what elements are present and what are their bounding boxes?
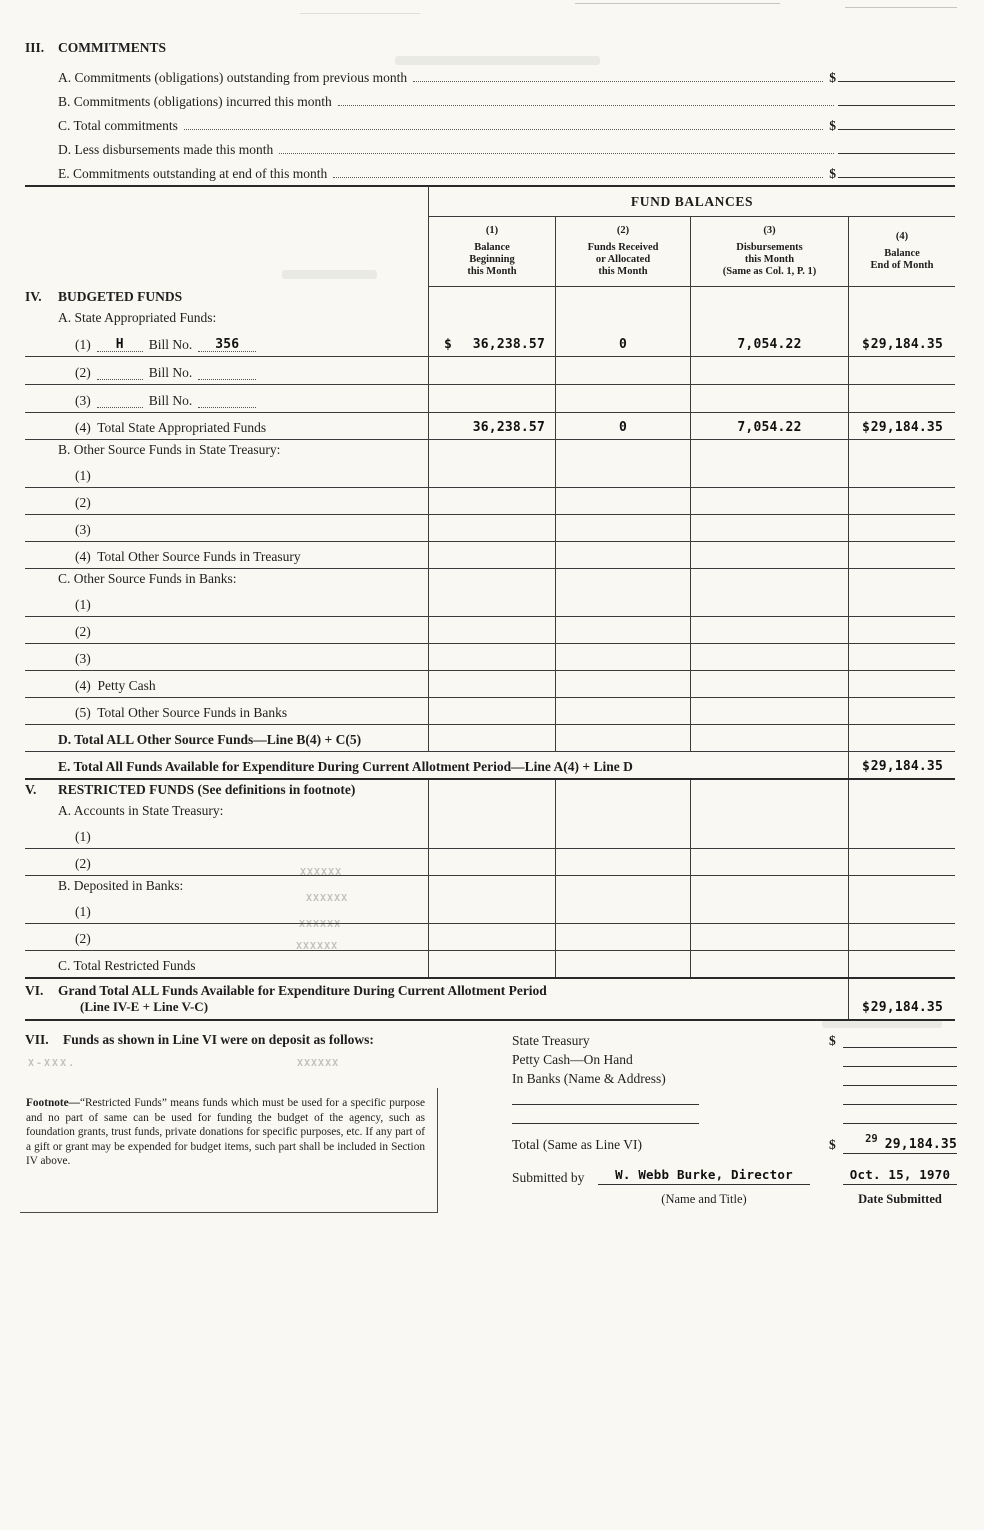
- bill-number-blank: [198, 407, 256, 408]
- column-number: (3): [763, 225, 776, 236]
- section-commitments: [25, 40, 955, 182]
- column-label-line: this Month: [598, 266, 648, 277]
- bill-letter-blank: [97, 407, 143, 408]
- row-label: (4) Total State Appropriated Funds: [75, 420, 267, 435]
- row-label: (3): [75, 522, 91, 537]
- table-cell: [428, 924, 555, 950]
- bill-row-label: (1) H Bill No. 356: [25, 329, 428, 356]
- subheading-label: B. Deposited in Banks:: [58, 878, 184, 893]
- table-body: [25, 287, 955, 1021]
- table-row: [25, 698, 955, 725]
- amount-blank: [838, 153, 955, 154]
- deposit-label: Petty Cash—On Hand: [512, 1052, 633, 1067]
- table-cell: [555, 590, 690, 616]
- column-number: (4): [895, 231, 909, 242]
- submitted-name-line: [598, 1167, 810, 1185]
- table-cell: [555, 287, 690, 308]
- row-label: (2): [75, 856, 91, 871]
- column-number: (2): [616, 225, 630, 236]
- scan-artifact: [822, 1020, 942, 1028]
- subheading-label: A. State Appropriated Funds:: [58, 310, 217, 325]
- footnote-lead: Footnote—: [26, 1097, 80, 1109]
- commitment-label: D. Less disbursements made this month: [58, 142, 274, 157]
- row-label: D. Total ALL Other Source Funds—Line B(4) + C(5): [58, 732, 362, 747]
- table-cell: 0: [555, 413, 690, 439]
- fund-balances-table: [25, 185, 955, 1021]
- dollar-sign: $: [862, 337, 871, 352]
- dollar-sign: $: [829, 166, 836, 181]
- dollar-sign: $: [862, 420, 871, 435]
- amount-value: 29,184.35: [870, 759, 943, 774]
- table-cell: [428, 644, 555, 670]
- table-cell: [555, 357, 690, 384]
- table-cell: [428, 329, 555, 356]
- table-cell: [690, 308, 848, 329]
- scan-artifact: XXXXXX: [306, 893, 349, 904]
- table-cell: [428, 590, 555, 616]
- table-cell: [428, 357, 555, 384]
- table-cell: [690, 801, 848, 822]
- table-cell: [428, 876, 555, 897]
- table-cell: [690, 698, 848, 724]
- table-cell: [428, 308, 555, 329]
- row-label: (4) Total Other Source Funds in Treasury: [75, 549, 301, 564]
- table-row-subheading: [25, 308, 955, 329]
- table-row: [25, 951, 955, 979]
- table-cell: [428, 488, 555, 514]
- total-amount-line: [843, 1133, 957, 1154]
- total-amount: 29,184.35: [884, 1137, 957, 1152]
- commitment-row: [25, 134, 955, 158]
- table-row: [25, 542, 955, 569]
- table-cell: [690, 822, 848, 848]
- date-submitted-value: Oct. 15, 1970: [849, 1167, 951, 1182]
- table-title: FUND BALANCES: [428, 187, 955, 217]
- submitted-name: W. Webb Burke, Director: [615, 1167, 793, 1182]
- table-cell: [690, 780, 848, 801]
- scan-artifact: [300, 13, 420, 14]
- amount-blank: [838, 81, 955, 82]
- table-cell: [848, 644, 955, 670]
- table-cell: [848, 897, 955, 923]
- row-label: (2): [75, 931, 91, 946]
- deposit-row: [512, 1108, 957, 1127]
- table-row-heading: [25, 780, 955, 801]
- table-cell: [428, 822, 555, 848]
- total-label: Total (Same as Line VI): [512, 1137, 643, 1152]
- table-row-bill: [25, 329, 955, 357]
- row-label-space: [25, 217, 428, 287]
- bill-letter-blank: [97, 379, 143, 380]
- table-cell: [690, 924, 848, 950]
- table-row: [25, 644, 955, 671]
- table-cell: [848, 308, 955, 329]
- section-number: III.: [25, 40, 45, 55]
- table-cell: [690, 385, 848, 412]
- stray-typed-digits: 29: [865, 1133, 878, 1145]
- submitted-by-row: [512, 1162, 957, 1190]
- bill-row-label: (3) Bill No.: [25, 385, 428, 412]
- deposit-amount-blank: [843, 1076, 957, 1086]
- table-cell: [555, 671, 690, 697]
- submitted-by-label: Submitted by: [512, 1170, 585, 1185]
- table-row: [25, 488, 955, 515]
- table-row-bill: [25, 385, 955, 413]
- commitments-rows: [25, 62, 955, 182]
- table-cell: [690, 617, 848, 643]
- row-label: (4) Petty Cash: [75, 678, 156, 693]
- deposit-blank-line: [512, 1095, 699, 1105]
- table-cell: [848, 287, 955, 308]
- section-title: Funds as shown in Line VI were on deposit as follows:: [63, 1032, 374, 1047]
- table-row-bill: [25, 357, 955, 385]
- amount-value: 36,238.57: [472, 420, 545, 435]
- table-row: [25, 515, 955, 542]
- dotted-leader: [184, 129, 823, 130]
- table-cell: [848, 542, 955, 568]
- deposit-row: [512, 1032, 957, 1051]
- table-cell: [848, 951, 955, 977]
- section-heading-label: V. RESTRICTED FUNDS (See definitions in footnote): [25, 782, 356, 797]
- bill-row-label: (2) Bill No.: [25, 357, 428, 384]
- column-header: [848, 217, 955, 287]
- deposit-label: In Banks (Name & Address): [512, 1071, 666, 1086]
- row-label: (1): [75, 904, 91, 919]
- table-cell: [428, 849, 555, 875]
- table-cell: [428, 461, 555, 487]
- table-row: [25, 725, 955, 752]
- table-cell: [690, 515, 848, 541]
- deposit-amount-blank: [843, 1095, 957, 1105]
- dollar-sign: $: [444, 337, 453, 352]
- table-cell: [555, 951, 690, 977]
- column-label-line: Funds Received: [587, 242, 659, 253]
- table-row: [25, 822, 955, 849]
- table-cell: [848, 849, 955, 875]
- table-cell: [555, 644, 690, 670]
- table-row: [25, 413, 955, 440]
- amount-blank: [838, 105, 955, 106]
- table-row-subheading: [25, 440, 955, 461]
- scan-artifact: [845, 7, 957, 8]
- table-row: [25, 590, 955, 617]
- deposit-amount-blank: [843, 1057, 957, 1067]
- dollar-sign: $: [829, 118, 836, 133]
- table-cell: [848, 876, 955, 897]
- table-cell: [848, 752, 955, 778]
- column-label-line: Balance: [884, 248, 920, 259]
- table-row-subheading: [25, 876, 955, 897]
- table-row: [25, 924, 955, 951]
- table-cell: [848, 385, 955, 412]
- bill-number-blank: 356: [198, 335, 256, 352]
- table-cell: [690, 590, 848, 616]
- table-cell: [848, 617, 955, 643]
- table-cell: [848, 515, 955, 541]
- table-cell: [428, 617, 555, 643]
- grand-total-label: VI. Grand Total ALL Funds Available for Expenditure During Current Allotment Period (Line IV-E + Line V-C): [25, 983, 547, 1014]
- column-label-line: Balance: [474, 242, 510, 253]
- table-cell: [555, 385, 690, 412]
- table-cell: [555, 822, 690, 848]
- row-label: E. Total All Funds Available for Expenditure During Current Allotment Period—Line A(4) + Line D: [58, 759, 633, 774]
- row-label: (2): [75, 624, 91, 639]
- table-row: [25, 461, 955, 488]
- table-cell: [690, 951, 848, 977]
- date-submitted-caption: Date Submitted: [858, 1192, 942, 1206]
- amount-blank: [838, 177, 955, 178]
- dotted-leader: [338, 105, 834, 106]
- table-row-subheading: [25, 801, 955, 822]
- table-cell: [690, 644, 848, 670]
- table-cell: [555, 725, 690, 751]
- table-row: [25, 671, 955, 698]
- commitment-label: E. Commitments outstanding at end of this month: [58, 166, 328, 181]
- table-row-grand-total: [25, 979, 955, 1021]
- name-title-caption: (Name and Title): [661, 1192, 747, 1206]
- scan-artifact: [575, 3, 780, 4]
- table-cell: [555, 801, 690, 822]
- table-cell: [555, 698, 690, 724]
- table-cell: [428, 671, 555, 697]
- table-cell: [555, 924, 690, 950]
- footnote-box: [20, 1088, 438, 1213]
- row-label: (1): [75, 829, 91, 844]
- table-cell: [428, 698, 555, 724]
- footnote-body: “Restricted Funds” means funds which must be used for a specific purpose and no part of same can be used for funding the budget of the agency, such as foundation grants, trust funds, private donations for specific purposes, etc. If any part of a gift or grant may be expended for budget items, such part shall be included in Section IV above.: [26, 1097, 425, 1168]
- table-cell: [848, 924, 955, 950]
- table-cell: 7,054.22: [690, 329, 848, 356]
- deposit-row: [512, 1089, 957, 1108]
- table-cell: [690, 876, 848, 897]
- column-label-line: or Allocated: [595, 254, 651, 265]
- table-cell: [848, 461, 955, 487]
- table-cell: [690, 287, 848, 308]
- table-cell: [555, 461, 690, 487]
- table-cell: [690, 357, 848, 384]
- commitment-label: A. Commitments (obligations) outstanding from previous month: [58, 70, 408, 85]
- column-number: (1): [485, 225, 499, 236]
- table-cell: [690, 461, 848, 487]
- column-label-line: Disbursements: [736, 242, 803, 253]
- total-row: [512, 1132, 957, 1156]
- label-column-space: [25, 187, 428, 217]
- dollar-sign: $: [862, 1000, 871, 1015]
- table-cell: [428, 413, 555, 439]
- column-header: [690, 217, 848, 287]
- row-label: (5) Total Other Source Funds in Banks: [75, 705, 288, 720]
- amount-value: 29,184.35: [870, 420, 943, 435]
- table-cell: [555, 780, 690, 801]
- table-cell: [555, 569, 690, 590]
- table-cell: [848, 329, 955, 356]
- scan-artifact: XXXXXX: [297, 1058, 340, 1069]
- commitment-row: [25, 110, 955, 134]
- amount-value: 29,184.35: [870, 1000, 943, 1015]
- table-cell: [555, 897, 690, 923]
- section-commitments-heading: [25, 40, 955, 62]
- table-row: [25, 849, 955, 876]
- table-cell: [428, 897, 555, 923]
- dotted-leader: [279, 153, 834, 154]
- row-label: (3): [75, 651, 91, 666]
- table-cell: [555, 308, 690, 329]
- dollar-sign: $: [829, 1137, 836, 1152]
- table-cell: [428, 440, 555, 461]
- column-label-line: (Same as Col. 1, P. 1): [722, 266, 817, 277]
- amount-value: 29,184.35: [870, 337, 943, 352]
- table-cell: [428, 515, 555, 541]
- commitment-row: [25, 86, 955, 110]
- table-cell: [848, 671, 955, 697]
- table-cell: [690, 488, 848, 514]
- table-cell: [428, 951, 555, 977]
- table-cell: [555, 440, 690, 461]
- table-row-heading: [25, 287, 955, 308]
- section-deposits-heading: [25, 1032, 374, 1048]
- commitment-label: B. Commitments (obligations) incurred this month: [58, 94, 332, 109]
- section-heading-label: IV. BUDGETED FUNDS: [25, 289, 183, 304]
- row-label: C. Total Restricted Funds: [58, 958, 196, 973]
- commitment-label: C. Total commitments: [58, 118, 178, 133]
- table-cell: [848, 780, 955, 801]
- subheading-label: B. Other Source Funds in State Treasury:: [58, 442, 281, 457]
- scan-artifact: XXXXXX: [300, 867, 343, 878]
- subheading-label: A. Accounts in State Treasury:: [58, 803, 224, 818]
- bill-number-blank: [198, 379, 256, 380]
- section-number: VII.: [25, 1032, 49, 1047]
- table-cell: [690, 849, 848, 875]
- column-label-line: this Month: [467, 266, 517, 277]
- row-label: (1): [75, 597, 91, 612]
- table-cell: [555, 488, 690, 514]
- amount-blank: [838, 129, 955, 130]
- table-cell: [848, 822, 955, 848]
- table-row: [25, 617, 955, 644]
- table-cell: [848, 357, 955, 384]
- table-cell: [428, 287, 555, 308]
- column-headers: [25, 217, 955, 287]
- commitment-row: [25, 62, 955, 86]
- deposit-amount-blank: [843, 1038, 957, 1048]
- table-cell: 7,054.22: [690, 413, 848, 439]
- table-cell: [848, 569, 955, 590]
- table-cell: [555, 617, 690, 643]
- table-row-span: [25, 752, 955, 780]
- amount-value: 36,238.57: [472, 337, 545, 352]
- deposit-amount-blank: [843, 1114, 957, 1124]
- column-header: [428, 217, 555, 287]
- table-cell: 0: [555, 329, 690, 356]
- dollar-sign: $: [862, 759, 871, 774]
- table-cell: [848, 698, 955, 724]
- commitment-row: [25, 158, 955, 182]
- table-cell: [690, 569, 848, 590]
- table-cell: [555, 849, 690, 875]
- table-cell: [690, 542, 848, 568]
- table-cell: [848, 590, 955, 616]
- table-cell: [848, 488, 955, 514]
- subheading-label: C. Other Source Funds in Banks:: [58, 571, 237, 586]
- table-cell: [848, 413, 955, 439]
- deposit-rows: [512, 1032, 957, 1127]
- dollar-sign: $: [829, 70, 836, 85]
- table-row-subheading: [25, 569, 955, 590]
- table-cell: [428, 569, 555, 590]
- deposit-blank-line: [512, 1114, 699, 1124]
- table-cell: [848, 979, 955, 1019]
- table-cell: [848, 801, 955, 822]
- dollar-sign: $: [829, 1033, 836, 1048]
- column-label-line: this Month: [744, 254, 795, 265]
- scan-artifact: XXXXXX: [296, 941, 339, 952]
- table-cell: [428, 385, 555, 412]
- table-cell: [428, 801, 555, 822]
- table-cell: [555, 876, 690, 897]
- deposit-row: [512, 1070, 957, 1089]
- table-row: [25, 897, 955, 924]
- row-label: (1): [75, 468, 91, 483]
- bill-letter-blank: H: [97, 335, 143, 352]
- table-cell: [428, 780, 555, 801]
- table-cell: [690, 897, 848, 923]
- row-label: (2): [75, 495, 91, 510]
- scan-artifact: X-XXX.: [28, 1058, 77, 1069]
- table-cell: [690, 671, 848, 697]
- table-cell: [848, 725, 955, 751]
- scan-artifact: XXXXXX: [299, 919, 342, 930]
- table-cell: [555, 542, 690, 568]
- table-cell: [555, 515, 690, 541]
- table-cell: [848, 440, 955, 461]
- table-cell: [690, 725, 848, 751]
- table-cell: [428, 542, 555, 568]
- date-line: [843, 1167, 957, 1185]
- table-cell: [690, 440, 848, 461]
- dotted-leader: [333, 177, 823, 178]
- deposit-label: State Treasury: [512, 1033, 590, 1048]
- dotted-leader: [413, 81, 823, 82]
- deposit-row: [512, 1051, 957, 1070]
- table-title-band: [25, 187, 955, 217]
- column-label-line: Beginning: [469, 254, 515, 265]
- table-cell: [428, 725, 555, 751]
- section-title: COMMITMENTS: [58, 40, 166, 55]
- column-label-line: End of Month: [870, 260, 934, 271]
- column-header: [555, 217, 690, 287]
